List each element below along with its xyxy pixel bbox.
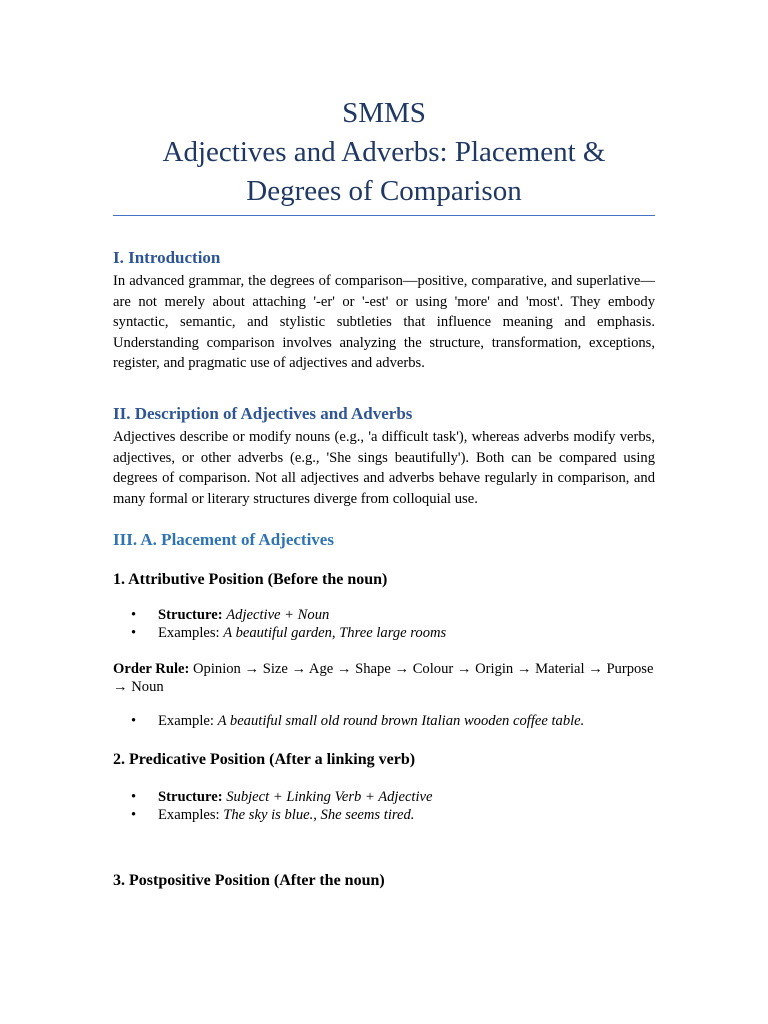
- title-divider: [113, 215, 655, 216]
- order-rule-text: Opinion → Size → Age → Shape → Colour → Origin → Material → Purpose → Noun: [113, 661, 654, 696]
- attributive-list: [113, 606, 655, 642]
- structure-value: Adjective + Noun: [226, 607, 330, 624]
- description-paragraph: Adjectives describe or modify nouns (e.g., 'a difficult task'), whereas adverbs modify verbs, adjectives, or other adverbs (e.g., 'She sings beautifully'). Both can be compared using degrees of comparison. Not all adjectives and adverbs behave regularly in comparison, and many formal or literary structures diverge from colloquial use.: [113, 428, 655, 507]
- bullet-icon: •: [131, 807, 137, 824]
- description-heading: II. Description of Adjectives and Adverbs: [113, 403, 413, 423]
- title-line-2: Adjectives and Adverbs: Placement &: [162, 136, 606, 168]
- postpositive-heading: 3. Postpositive Position (After the noun): [113, 872, 385, 890]
- bullet-icon: •: [131, 607, 137, 624]
- example-label: Example:: [158, 713, 214, 730]
- predicative-list: [113, 788, 655, 824]
- intro-heading: I. Introduction: [113, 248, 221, 267]
- predicative-heading: 2. Predicative Position (After a linking verb): [113, 751, 416, 769]
- order-rule-label: Order Rule:: [113, 661, 190, 678]
- list-item: [113, 624, 655, 642]
- examples-label: Examples:: [158, 807, 220, 824]
- examples-value: A beautiful garden, Three large rooms: [223, 625, 447, 642]
- bullet-icon: •: [131, 713, 137, 730]
- bullet-icon: •: [131, 625, 137, 642]
- list-item: [113, 806, 655, 824]
- structure-label: Structure:: [158, 607, 223, 624]
- bullet-icon: •: [131, 789, 137, 806]
- placement-heading: III. A. Placement of Adjectives: [113, 530, 334, 550]
- structure-value: Subject + Linking Verb + Adjective: [226, 789, 433, 806]
- order-rule: [113, 660, 655, 696]
- list-item: [113, 788, 655, 806]
- order-example-list: [113, 712, 655, 730]
- intro-paragraph: In advanced grammar, the degrees of comparison—positive, comparative, and superlative—are not merely about attaching '-er' or '-est' or using 'more' and 'most'. They embody syntactic, semantic, and stylistic subtleties that influence meaning and emphasis. Understanding comparison involves analyzing the structure, transformation, exceptions, register, and pragmatic use of adjectives and adverbs.: [113, 273, 655, 372]
- examples-value: The sky is blue., She seems tired.: [223, 807, 415, 824]
- examples-label: Examples:: [158, 625, 220, 642]
- document-title: [113, 0, 655, 211]
- list-item: [113, 606, 655, 624]
- title-line-1: SMMS: [342, 97, 426, 129]
- structure-label: Structure:: [158, 789, 223, 806]
- title-line-3: Degrees of Comparison: [246, 175, 522, 207]
- attributive-heading: 1. Attributive Position (Before the noun): [113, 571, 388, 589]
- example-value: A beautiful small old round brown Italian wooden coffee table.: [217, 713, 585, 730]
- list-item: [113, 712, 655, 730]
